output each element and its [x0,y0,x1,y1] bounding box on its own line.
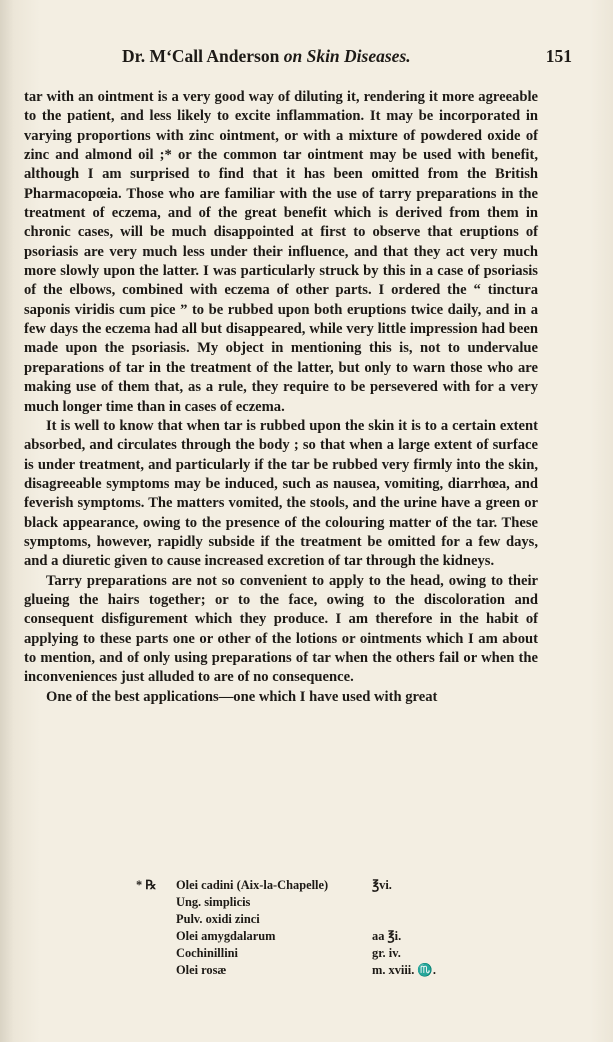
ingredient: Olei amygdalarum [176,929,276,943]
ingredient: Ung. simplicis [176,895,251,909]
quantity: aa ℥i. [372,929,402,943]
paragraph: Tarry preparations are not so convenient to apply to the head, owing to their glueing the hairs together; or to the face, owing to the discoloration and consequent disfigurement which they produce. I am therefore in the habit of applying to these parts one or other of the lotions or ointments which I am about to mention, and of only using preparations of tar when the others fail or when the inconveniences just alluded to are of no consequence. [24,572,538,686]
quantity: gr. iv. [372,946,401,960]
quantity: m. xviii. ♏. [372,963,436,977]
footnote-mark: * ℞ [136,878,157,892]
ingredient: Olei cadini (Aix-la-Chapelle) [176,878,329,892]
prescription-row [136,962,496,979]
running-header [24,46,572,68]
running-title [122,46,411,67]
quantity: ℥vi. [372,878,392,892]
paragraph: It is well to know that when tar is rubbed upon the skin it is to a certain extent absorbed, and circulates through the body ; so that when a large extent of surface is under treatment, and particularly if the tar be rubbed very firmly into the skin, disagreeable symptoms may be induced, such as nausea, vomiting, diarrhœa, and feverish symptoms. The matters vomited, the stools, and the urine have a green or black appearance, owing to the presence of the colouring matter of the tar. These symptoms, however, rapidly subside if the treatment be omitted for a few days, and a diuretic given to cause increased excretion of tar through the kidneys. [24,417,538,570]
prescription-row [136,877,496,894]
running-title-author: Dr. M‘Call Anderson [122,46,284,66]
prescription-row [136,945,496,962]
ingredient: Pulv. oxidi zinci [176,912,260,926]
footnote-prescription [136,877,496,979]
paragraph: tar with an ointment is a very good way of diluting it, rendering it more agreeable to the patient, and less likely to excite inflammation. It may be incorporated in varying proportions with zinc ointment, or with a mixture of powdered oxide of zinc and almond oil ;* or the common tar ointment may be used with benefit, although I am surprised to find that it has been omitted from the British Pharmacopœia. Those who are familiar with the use of tarry preparations in the treatment of eczema, and of the great benefit which is derived from them in chronic cases, will be much disappointed at first to observe that eruptions of psoriasis are very much less under their influence, and that they act very much more slowly upon the latter. I was particularly struck by this in a case of psoriasis of the elbows, combined with eczema of other parts. I ordered the “ tinctura saponis viridis cum pice ” to be rubbed upon both eruptions twice daily, and in a few days the eczema had all but disappeared, while very little impression had been made upon the psoriasis. My object in mentioning this is, not to undervalue preparations of tar in the treatment of the latter, but only to warn those who are making use of them that, as a rule, they require to be persevered with for a very much longer time than in cases of eczema. [24,89,538,415]
prescription-row [136,894,496,911]
ingredient: Cochinillini [176,946,238,960]
body-text [24,88,538,707]
ingredient: Olei rosæ [176,963,227,977]
paragraph: One of the best applications—one which I have used with great [46,688,438,705]
page-number: 151 [545,46,572,66]
prescription-row [136,911,496,928]
prescription-row [136,928,496,945]
running-title-subject: on Skin Diseases. [283,46,411,66]
